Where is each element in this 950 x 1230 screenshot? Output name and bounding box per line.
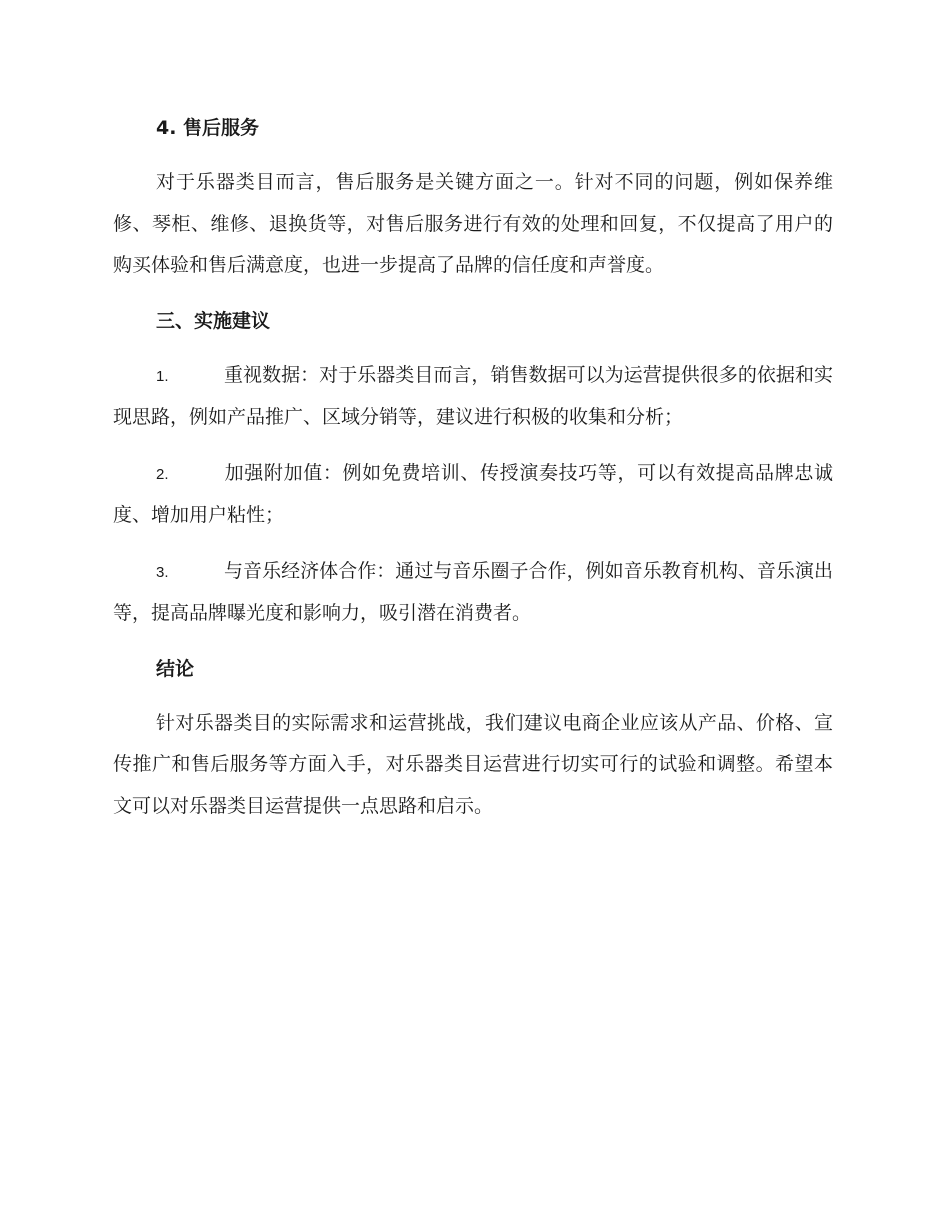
section-heading-recommendations: 三、实施建议	[156, 309, 271, 332]
list-item-number: 3.	[156, 563, 169, 581]
list-item	[113, 453, 833, 537]
list-item	[113, 551, 833, 635]
list-item-number: 1.	[156, 367, 169, 385]
section-heading-after-sales: 4. 售后服务	[156, 117, 260, 139]
list-item-number: 2.	[156, 465, 169, 483]
paragraph-conclusion: 针对乐器类目的实际需求和运营挑战，我们建议电商企业应该从产品、价格、宣传推广和售后服务等方面入手，对乐器类目运营进行切实可行的试验和调整。希望本文可以对乐器类目运营提供一点思路和启示。	[113, 711, 833, 817]
list-item	[113, 355, 833, 439]
list-item-text: 与音乐经济体合作：通过与音乐圈子合作，例如音乐教育机构、音乐演出等，提高品牌曝光度和影响力，吸引潜在消费者。	[113, 559, 833, 624]
list-item-text: 加强附加值：例如免费培训、传授演奏技巧等，可以有效提高品牌忠诚度、增加用户粘性；	[113, 461, 833, 526]
document-page	[113, 108, 833, 841]
paragraph-after-sales: 对于乐器类目而言，售后服务是关键方面之一。针对不同的问题，例如保养维修、琴柜、维修、退换货等，对售后服务进行有效的处理和回复，不仅提高了用户的购买体验和售后满意度，也进一步提高了品牌的信任度和声誉度。	[113, 171, 833, 276]
section-heading-conclusion: 结论	[156, 657, 195, 680]
list-item-text: 重视数据：对于乐器类目而言，销售数据可以为运营提供很多的依据和实现思路，例如产品推广、区域分销等，建议进行积极的收集和分析；	[113, 363, 833, 428]
